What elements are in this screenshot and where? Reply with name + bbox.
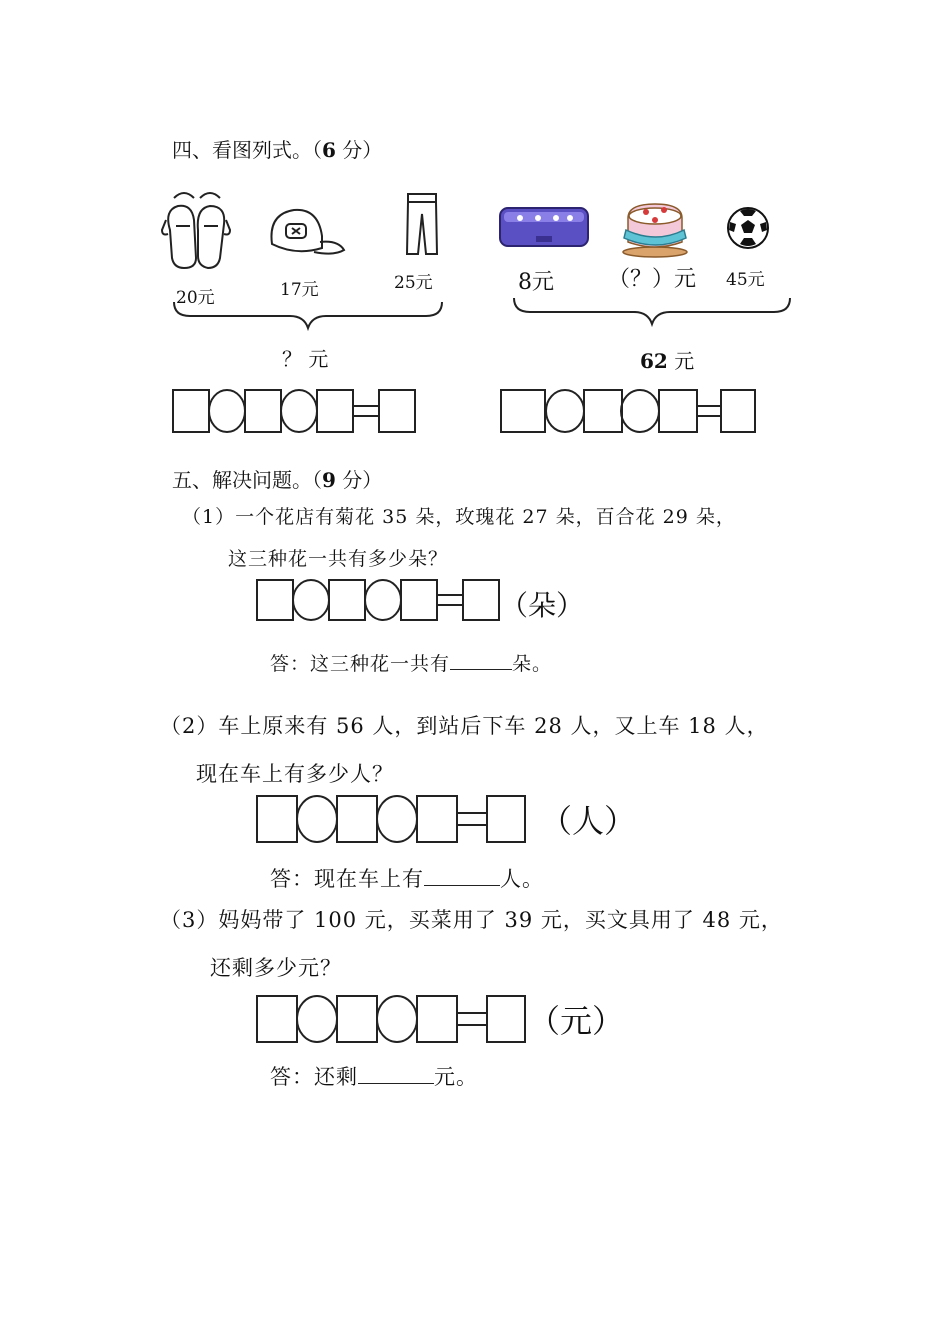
problem-2-answer-blank[interactable] <box>424 862 500 886</box>
problem-3-line2: 还剩多少元？ <box>210 956 342 980</box>
price-soccer-ball: 45元 <box>726 270 765 290</box>
problem-2-unit: （人） <box>540 802 637 840</box>
price-pencil-case: 8元 <box>518 270 554 295</box>
equation-template-left[interactable] <box>172 388 418 434</box>
problem-2-line1: （2）车上原来有 56 人，到站后下车 28 人，又上车 18 人， <box>160 714 769 738</box>
cake-icon <box>620 196 690 258</box>
left-brace <box>172 300 444 330</box>
equation-template-right[interactable] <box>500 388 758 434</box>
problem-3-answer <box>270 1060 478 1091</box>
equation-template-3[interactable] <box>256 994 528 1044</box>
equation-template-1[interactable] <box>256 578 502 622</box>
price-pants: 25元 <box>394 273 433 293</box>
problem-2-answer-suffix: 人。 <box>500 867 544 892</box>
problem-1-line1: （1）一个花店有菊花 35 朵，玫瑰花 27 朵，百合花 29 朵， <box>182 506 736 528</box>
price-cap: 17元 <box>280 280 319 300</box>
cap-icon <box>266 202 348 264</box>
section5-score-open: （ <box>312 468 322 492</box>
section4-heading <box>172 134 382 163</box>
soccer-ball-icon <box>726 206 770 250</box>
problem-3-unit: （元） <box>528 1002 625 1040</box>
equation-template-2[interactable] <box>256 794 528 844</box>
section5-score-close: 分） <box>335 468 383 492</box>
right-total-unit: 元 <box>667 349 695 373</box>
section4-title: 四、看图列式。 <box>172 138 312 162</box>
section4-score-close: 分） <box>335 138 383 162</box>
section5-score-num: 9 <box>322 468 336 492</box>
right-total-num: 62 <box>640 349 668 373</box>
price-gloves: 20元 <box>176 288 215 308</box>
gloves-icon <box>160 190 232 274</box>
section4-score-num: 6 <box>322 138 336 162</box>
problem-2-answer <box>270 862 544 893</box>
left-total: ？ 元 <box>282 347 329 371</box>
problem-3-answer-prefix: 答：还剩 <box>270 1065 358 1090</box>
problem-1-answer-prefix: 答：这三种花一共有 <box>270 652 451 675</box>
section5-title: 五、解决问题。 <box>172 468 312 492</box>
problem-1-answer-suffix: 朵。 <box>512 652 553 675</box>
problem-3-answer-blank[interactable] <box>358 1060 434 1084</box>
problem-1-unit: （朵） <box>500 589 585 622</box>
right-brace <box>512 296 792 326</box>
section5-heading <box>172 464 382 493</box>
price-cake: （？）元 <box>608 267 697 292</box>
pants-icon <box>404 192 440 256</box>
problem-2-line2: 现在车上有多少人？ <box>196 762 394 786</box>
problem-1-answer <box>270 648 552 676</box>
problem-1-line2: 这三种花一共有多少朵？ <box>228 548 449 570</box>
section4-score-open: （ <box>312 138 322 162</box>
problem-3-line1: （3）妈妈带了 100 元，买菜用了 39 元，买文具用了 48 元， <box>160 908 783 932</box>
right-total <box>640 345 694 374</box>
problem-3-answer-suffix: 元。 <box>434 1065 478 1090</box>
problem-2-answer-prefix: 答：现在车上有 <box>270 867 424 892</box>
pencil-case-icon <box>498 206 590 250</box>
problem-1-answer-blank[interactable] <box>450 648 512 670</box>
